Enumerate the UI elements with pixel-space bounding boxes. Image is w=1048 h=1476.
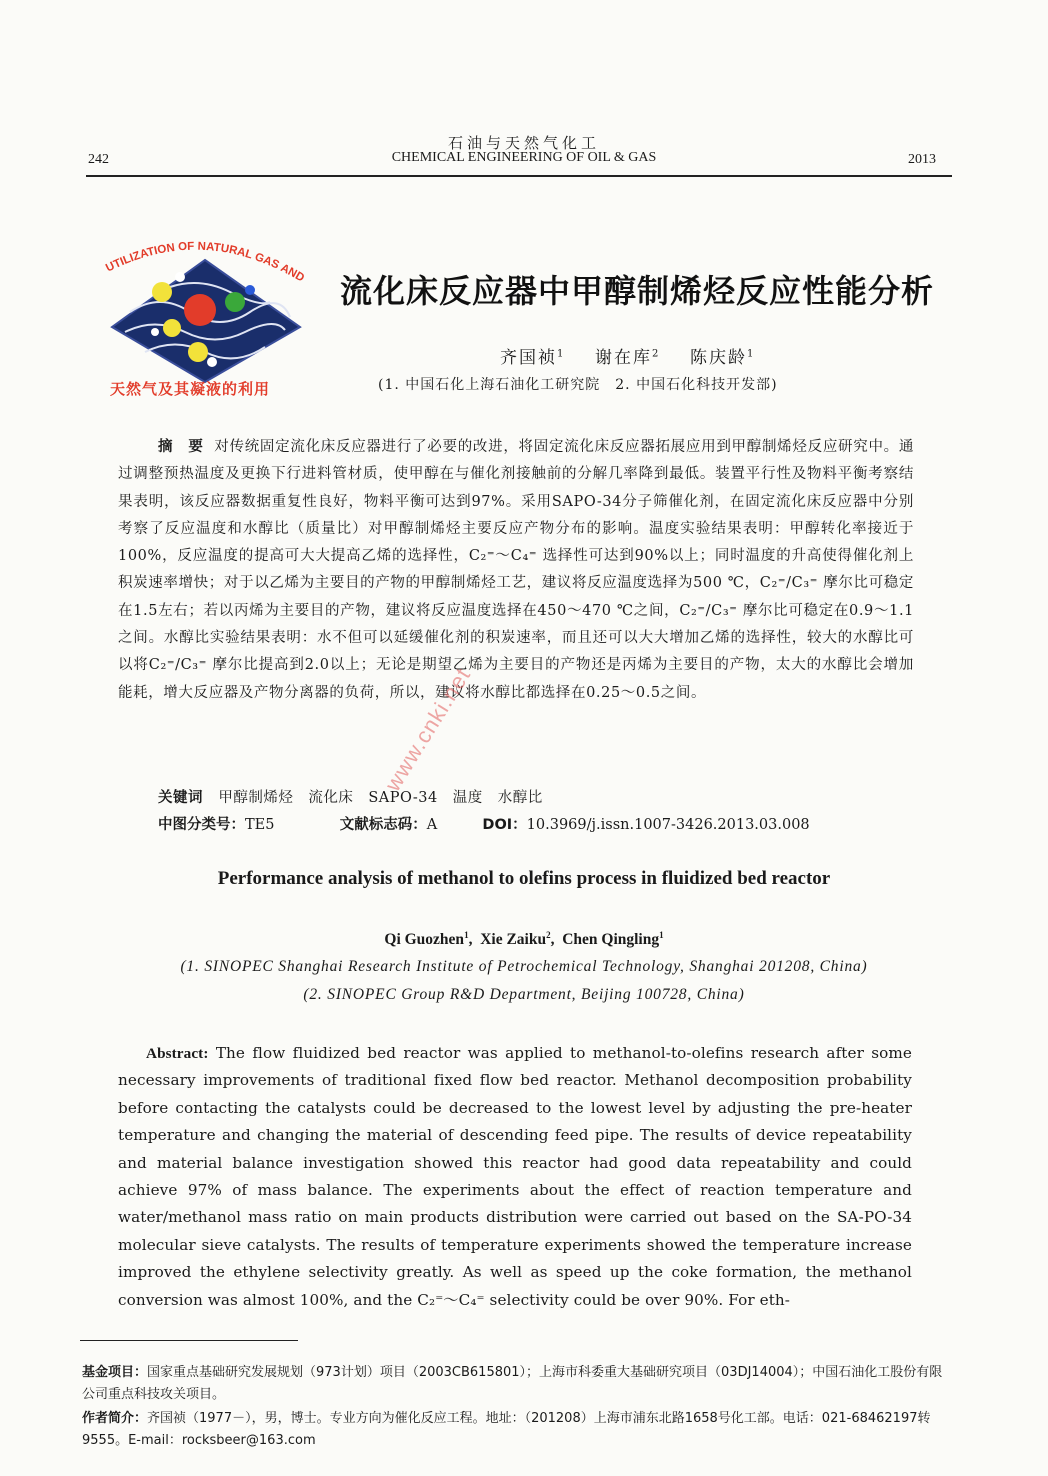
authors-cn: 齐国祯$^1$ 谢在库$^2$ 陈庆龄$^1$ — [500, 348, 756, 368]
abstract-cn-text: 对传统固定流化床反应器进行了必要的改进，将固定流化床反应器拓展应用到甲醇制烯烃反应研究中。通过调整预热温度及更换下行进料管材质，使甲醇在与催化剂接触前的分解几率降到最低。装置平行性及物料平衡考察结果表明，该反应器数据重复性良好，物料平衡可达到97%。采用SAPO-34分子筛催化剂，在固定流化床反应器中分别考察了反应温度和水醇比（质量比）对甲醇制烯烃主要反应产物分布的影响。温度实验结果表明：甲醇转化率接近于100%，反应温度的提高可大大提高乙烯的选择性，C₂⁼～C₄⁼ 选择性可达到90%以上；同时温度的升高使得催化剂上积炭速率增快；对于以乙烯为主要目的产物的甲醇制烯烃工艺，建议将反应温度选择为500 ℃，C₂⁼/C₃⁼ 摩尔比可稳定在1.5左右；若以丙烯为主要目的产物，建议将反应温度选择在450～470 ℃之间，C₂⁼/C₃⁼ 摩尔比可稳定在0.9～1.1之间。水醇比实验结果表明：水不但可以延缓催化剂的积炭速率，而且还可以大大增加乙烯的选择性，较大的水醇比可以将C₂⁼/C₃⁼ 摩尔比提高到2.0以上；无论是期望乙烯为主要目的产物还是丙烯为主要目的产物，太大的水醇比会增加能耗，增大反应器及产物分离器的负荷，所以，建议将水醇比都选择在0.25～0.5之间。 — [118, 439, 914, 701]
abstract-en-text: The flow fluidized bed reactor was applied to methanol-to-olefins research after some necessary improvements of traditional fixed flow bed reactor. Methanol decomposition probability before contacting the catalysts could be decreased to the lowest level by adjusting the pre-heater temperature and changing the material of descending feed pipe. The results of device repeatability and material balance investigation showed this reactor had good data repeatability and could achieve 97% of mass balance. The experiments about the effect of reaction temperature and water/methanol mass ratio on main products distribution were carried out based on the SA-PO-34 molecular sieve catalysts. The results of temperature experiments showed the temperature increase improved the ethylene selectivity greatly. As well as speed up the coke formation, the methanol conversion was almost 100%, and the C₂⁼～C₄⁼ selectivity could be over 90%. For eth- — [118, 1044, 913, 1309]
author-name: 谢在库 — [595, 348, 652, 368]
logo-arc-text: UTILIZATION OF NATURAL GAS AND — [104, 240, 307, 285]
keywords-text: 甲醇制烯烃 流化床 SAPO-34 温度 水醇比 — [218, 790, 543, 806]
classification-line: 中图分类号：TE5 文献标志码：A DOI：10.3969/j.issn.1007-3426.2013.03.008 — [158, 817, 810, 833]
paper-title-en: Performance analysis of methanol to olefins process in fluidized bed reactor — [217, 868, 831, 889]
abstract-cn-label: 摘 要 — [158, 439, 204, 455]
doi: 10.3969/j.issn.1007-3426.2013.03.008 — [526, 817, 810, 833]
abstract-en — [118, 1040, 912, 1314]
author-name: Xie Zaiku — [480, 931, 547, 949]
header-rule — [86, 175, 952, 177]
affiliation-en-1: (1. SINOPEC Shanghai Research Institute of Petrochemical Technology, Shanghai 201208, China) — [180, 958, 868, 975]
logo-caption: 天然气及其凝液的利用 — [110, 380, 271, 398]
author-name: 陈庆龄 — [690, 348, 747, 368]
footnote-rule — [80, 1340, 298, 1341]
page-number: 242 — [88, 152, 109, 167]
footnote-fund: 基金项目：国家重点基础研究发展规划（973计划）项目（2003CB615801）；上海市科委重大基础研究项目（03DJ14004）；中国石油化工股份有限公司重点科技攻关项目。 — [82, 1365, 943, 1402]
abstract-cn — [118, 434, 914, 707]
watermark: www.cnki.net — [379, 663, 476, 796]
author-name: Chen Qingling — [562, 931, 660, 949]
authors-en: Qi Guozhen$^1$, Xie Zaiku$^2$, Chen Qingling$^1$ — [384, 930, 664, 949]
journal-name-cn: 石油与天然气化工 — [447, 134, 600, 152]
author-name: Qi Guozhen — [384, 931, 465, 949]
journal-year: 2013 — [908, 152, 936, 167]
clc-code: TE5 — [245, 817, 275, 833]
footnote-author: 作者简介：齐国祯（1977－），男，博士。专业方向为催化反应工程。地址：（201208）上海市浦东北路1658号化工部。电话：021-68462197转9555。E-mail：rocksbeer@163.com — [82, 1411, 931, 1448]
doc-code: A — [426, 817, 438, 833]
abstract-en-label: Abstract: — [146, 1045, 209, 1062]
author-name: 齐国祯 — [500, 348, 557, 368]
keywords-label: 关键词 — [158, 790, 203, 806]
affiliations-cn: (1. 中国石化上海石油化工研究院 2. 中国石化科技开发部) — [378, 377, 778, 393]
molecule-icon — [100, 232, 310, 402]
journal-logo — [100, 232, 310, 402]
journal-name-en: CHEMICAL ENGINEERING OF OIL & GAS — [391, 150, 657, 165]
affiliation-en-2: (2. SINOPEC Group R&D Department, Beijing 100728, China) — [303, 986, 745, 1003]
keywords-cn — [158, 786, 543, 807]
paper-title-cn: 流化床反应器中甲醇制烯烃反应性能分析 — [340, 272, 935, 310]
